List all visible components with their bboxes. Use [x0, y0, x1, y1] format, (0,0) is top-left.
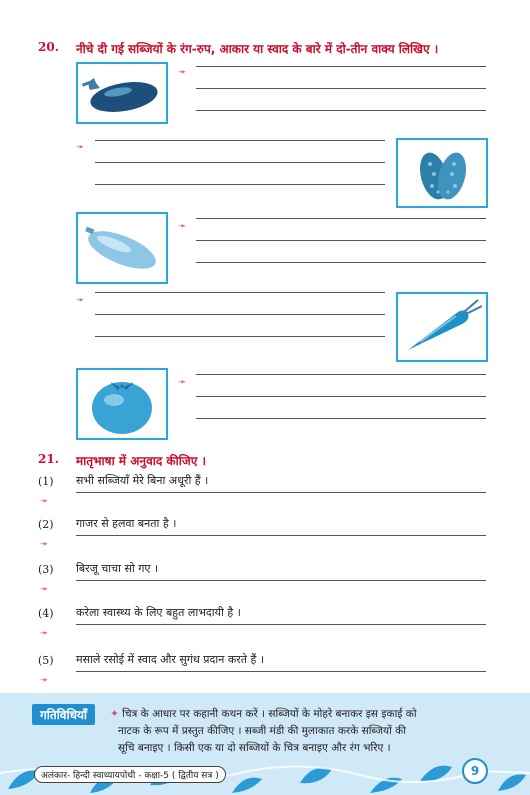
- answer-arrow: ➛: [40, 628, 49, 639]
- answer-line[interactable]: [95, 162, 385, 163]
- answer-arrow: ➛: [40, 675, 49, 686]
- question-21-number: 21.: [38, 452, 59, 466]
- answer-line[interactable]: [95, 184, 385, 185]
- bitter-gourd-icon: [398, 140, 486, 206]
- bitter-gourd-image: [396, 138, 488, 208]
- carrot-icon: [398, 294, 486, 360]
- bottle-gourd-image: [76, 212, 168, 284]
- answer-line[interactable]: [76, 580, 486, 581]
- question-20-text: नीचे दी गई सब्जियों के रंग-रुप, आकार या स्वाद के बारे में दो-तीन वाक्य लिखिए ।: [76, 42, 439, 56]
- answer-arrow: ➛: [40, 539, 49, 550]
- sentence-text: सभी सब्जियाँ मेरे बिना अधूरी हैं ।: [76, 474, 209, 487]
- answer-arrow: ➛: [178, 221, 187, 232]
- answer-line[interactable]: [76, 671, 486, 672]
- brinjal-image: [76, 62, 168, 124]
- answer-line[interactable]: [196, 218, 486, 219]
- answer-line[interactable]: [95, 140, 385, 141]
- answer-arrow: ➛: [76, 295, 85, 306]
- item-number: (5): [38, 654, 54, 667]
- answer-arrow: ➛: [40, 496, 49, 507]
- carrot-image: [396, 292, 488, 362]
- answer-line[interactable]: [76, 624, 486, 625]
- answer-line[interactable]: [76, 492, 486, 493]
- activity-line: [110, 707, 417, 721]
- question-21-text: मातृभाषा में अनुवाद कीजिए ।: [76, 454, 207, 468]
- answer-line[interactable]: [95, 314, 385, 315]
- answer-line[interactable]: [95, 292, 385, 293]
- answer-arrow: ➛: [76, 142, 85, 153]
- answer-line[interactable]: [196, 262, 486, 263]
- activities-label: गतिविधियाँ: [32, 704, 95, 725]
- answer-arrow: ➛: [178, 67, 187, 78]
- answer-arrow: ➛: [178, 377, 187, 388]
- answer-line[interactable]: [196, 88, 486, 89]
- activity-text-1: चित्र के आधार पर कहानी कथन करें । सब्जियों के मोहरे बनाकर इस इकाई को: [122, 708, 417, 720]
- brinjal-icon: [78, 64, 166, 122]
- item-number: (3): [38, 563, 54, 576]
- activity-text-2: नाटक के रूप में प्रस्तुत कीजिए । सब्जी मंडी की मुलाकात करके सब्जियों की: [118, 725, 406, 737]
- activity-text-3: सूचि बनाइए । किसी एक या दो सब्जियों के चित्र बनाइए और रंग भरिए ।: [118, 742, 391, 754]
- answer-arrow: ➛: [40, 584, 49, 595]
- answer-line[interactable]: [196, 66, 486, 67]
- star-icon: ✦: [110, 708, 123, 720]
- item-number: (4): [38, 607, 54, 620]
- answer-line[interactable]: [196, 240, 486, 241]
- bottle-gourd-icon: [78, 214, 166, 282]
- item-number: (2): [38, 518, 54, 531]
- answer-line[interactable]: [76, 535, 486, 536]
- tomato-icon: [78, 370, 166, 438]
- tomato-image: [76, 368, 168, 440]
- question-20-number: 20.: [38, 40, 59, 54]
- sentence-text: गाजर से हलवा बनता है ।: [76, 517, 177, 530]
- answer-line[interactable]: [196, 418, 486, 419]
- answer-line[interactable]: [196, 396, 486, 397]
- sentence-text: बिरजू चाचा सो गए ।: [76, 562, 159, 575]
- answer-line[interactable]: [95, 336, 385, 337]
- page-number: 9: [462, 758, 488, 784]
- item-number: (1): [38, 475, 54, 488]
- answer-line[interactable]: [196, 374, 486, 375]
- sentence-text: मसाले रसोई में स्वाद और सुगंध प्रदान करते हैं ।: [76, 653, 265, 666]
- book-title: अलंकार- हिन्दी स्वाध्यायपोथी - कक्षा-5 ( द्वितीय सत्र ): [34, 766, 226, 783]
- sentence-text: करेला स्वास्थ्य के लिए बहुत लाभदायी है ।: [76, 606, 241, 619]
- answer-line[interactable]: [196, 110, 486, 111]
